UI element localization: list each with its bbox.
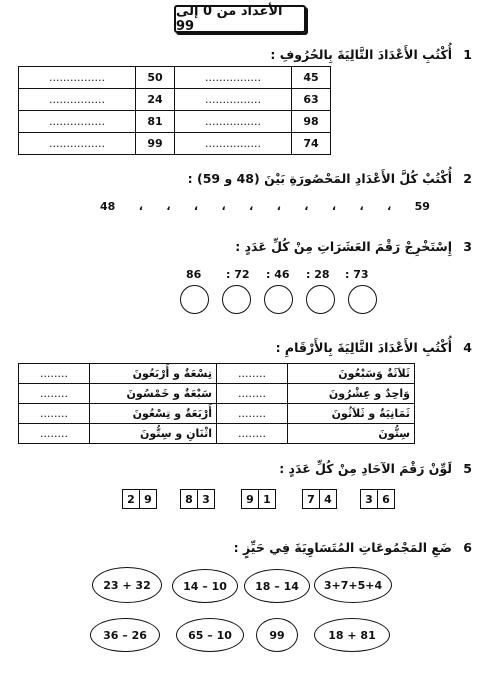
digit-pair xyxy=(302,489,337,509)
table-row xyxy=(19,364,415,384)
digit-pair xyxy=(180,489,215,509)
number-label: : 46 xyxy=(266,268,290,281)
answer-circle[interactable] xyxy=(264,285,293,314)
number-cell: 63 xyxy=(292,89,331,111)
answer-blank[interactable]: ........ xyxy=(217,424,288,444)
number-cell: 74 xyxy=(292,133,331,155)
digit-pair xyxy=(360,489,395,509)
answer-circle[interactable] xyxy=(306,285,335,314)
answer-blank[interactable]: ................ xyxy=(19,89,136,111)
expression-oval[interactable]: 18 + 81 xyxy=(314,618,390,652)
answer-blank[interactable]: ................ xyxy=(175,111,292,133)
sequence-end: 48 xyxy=(100,200,116,213)
number-words-cell: تِسْعَةٌ و أَرْبَعُونَ xyxy=(90,364,217,384)
question-5: 5لَوِّنْ رَقْمَ الآحَادِ مِنْ كُلِّ عَدَدٍ : xyxy=(279,461,472,476)
number-cell: 98 xyxy=(292,111,331,133)
answer-blank[interactable]: ................ xyxy=(19,133,136,155)
digit-pair xyxy=(122,489,157,509)
expression-oval[interactable]: 36 – 26 xyxy=(90,618,160,652)
question-text: لَوِّنْ رَقْمَ الآحَادِ مِنْ كُلِّ عَدَدٍ : xyxy=(279,461,452,476)
number-cell: 45 xyxy=(292,67,331,89)
number-label: : 28 xyxy=(306,268,330,281)
tens-digit: 3 xyxy=(365,492,373,506)
question-3: 3إِسْتَخْرِجْ رَقْمَ العَشَرَاتِ مِنْ كُلِّ عَدَدٍ : xyxy=(235,239,472,254)
sequence-mark: ، xyxy=(359,200,364,213)
answer-blank[interactable]: ................ xyxy=(175,89,292,111)
table-row xyxy=(19,67,331,89)
answer-blank[interactable]: ........ xyxy=(19,424,90,444)
units-digit[interactable]: 1 xyxy=(258,490,275,508)
table-row xyxy=(19,404,415,424)
number-label: 86 xyxy=(186,268,202,281)
question-1 xyxy=(270,47,472,62)
number-words-cell: وَاحِدٌ و عِشْرُونَ xyxy=(288,384,415,404)
answer-blank[interactable]: ................ xyxy=(175,133,292,155)
page-title: الأعداد من 0 إلى 99 xyxy=(174,5,306,33)
sequence-mark: ، xyxy=(331,200,337,213)
number-cell: 99 xyxy=(136,133,175,155)
number-words-cell: سِتُّونَ xyxy=(288,424,415,444)
tens-digit: 8 xyxy=(185,492,193,506)
tens-digit: 9 xyxy=(246,492,254,506)
table-row xyxy=(19,111,331,133)
question-4: 4أُكْتُبِ الأَعْدَادَ التَّالِيَةَ بِالأَرْقَامِ : xyxy=(275,340,472,355)
answer-blank[interactable]: ........ xyxy=(217,364,288,384)
table-row xyxy=(19,424,415,444)
numbers-to-words-table xyxy=(18,66,331,155)
units-digit[interactable]: 9 xyxy=(139,490,156,508)
units-digit[interactable]: 4 xyxy=(319,490,336,508)
expression-oval[interactable]: 3+7+5+4 xyxy=(314,567,392,603)
table-row xyxy=(19,89,331,111)
question-text: أُكْتُبِ الأَعْدَادَ التَّالِيَةَ بِالأَرْقَامِ : xyxy=(275,340,452,355)
question-text: إِسْتَخْرِجْ رَقْمَ العَشَرَاتِ مِنْ كُلِّ عَدَدٍ : xyxy=(235,239,452,254)
answer-blank[interactable]: ........ xyxy=(19,404,90,424)
answer-blank[interactable]: ........ xyxy=(217,384,288,404)
sequence-mark: ، xyxy=(276,200,281,213)
expression-oval[interactable]: 14 – 10 xyxy=(172,569,238,603)
question-2: 2أُكْتُبْ كُلَّ الأَعْدَادِ المَحْصُورَةِ بَيْنَ (48 و 59) : xyxy=(187,171,472,186)
expression-oval[interactable]: 99 xyxy=(256,618,298,652)
number-words-cell: أَرْبَعَةٌ و تِسْعُونَ xyxy=(90,404,217,424)
tens-digit: 7 xyxy=(307,492,315,506)
answer-circle[interactable] xyxy=(180,285,209,314)
words-to-numbers-table xyxy=(18,363,415,444)
sequence-mark: ، xyxy=(304,200,309,213)
number-words-cell: ثَمَانِيَةٌ و ثَلاَثُونَ xyxy=(288,404,415,424)
question-text: أُكْتُبِ الأَعْدَادَ التَّالِيَةَ بِالحُرُوفِ : xyxy=(270,47,452,62)
units-digit[interactable]: 3 xyxy=(197,490,214,508)
number-words-cell: ثَلاَثَةٌ وَسَبْعُونَ xyxy=(288,364,415,384)
number-cell: 81 xyxy=(136,111,175,133)
number-words-cell: اثْنَانِ و سِتُّونَ xyxy=(90,424,217,444)
sequence-mark: ، xyxy=(138,200,143,213)
sequence-mark: ، xyxy=(193,200,199,213)
answer-circle[interactable] xyxy=(348,285,377,314)
answer-blank[interactable]: ........ xyxy=(217,404,288,424)
answer-blank[interactable]: ........ xyxy=(19,364,90,384)
table-row xyxy=(19,133,331,155)
expression-oval[interactable]: 65 – 10 xyxy=(176,618,244,652)
answer-blank[interactable]: ................ xyxy=(19,67,136,89)
number-label: : 72 xyxy=(226,268,250,281)
answer-blank[interactable]: ................ xyxy=(19,111,136,133)
table-row xyxy=(19,384,415,404)
number-cell: 24 xyxy=(136,89,175,111)
units-digit[interactable]: 6 xyxy=(377,490,394,508)
number-cell: 50 xyxy=(136,67,175,89)
digit-pair xyxy=(241,489,276,509)
question-6: 6ضَعِ المَجْمُوعَاتِ المُتَسَاوِيَةَ فِي حَيِّزٍ : xyxy=(233,540,472,555)
expression-oval[interactable]: 23 + 32 xyxy=(92,567,162,603)
number-words-cell: سَبْعَةٌ و خَمْسُونَ xyxy=(90,384,217,404)
question-number: 1 xyxy=(463,47,472,62)
sequence-mark: ، xyxy=(166,200,171,213)
sequence-mark: ، xyxy=(249,200,254,213)
sequence-mark: ، xyxy=(221,200,226,213)
answer-blank[interactable]: ................ xyxy=(175,67,292,89)
question-text: أُكْتُبْ كُلَّ الأَعْدَادِ المَحْصُورَةِ بَيْنَ (48 و 59) : xyxy=(187,171,452,186)
answer-blank[interactable]: ........ xyxy=(19,384,90,404)
expression-oval[interactable]: 18 – 14 xyxy=(244,569,310,603)
sequence-start: 59 xyxy=(414,200,430,213)
tens-digit: 2 xyxy=(127,492,135,506)
answer-circle[interactable] xyxy=(222,285,251,314)
number-sequence xyxy=(100,200,430,213)
question-text: ضَعِ المَجْمُوعَاتِ المُتَسَاوِيَةَ فِي حَيِّزٍ : xyxy=(233,540,452,555)
sequence-mark: ، xyxy=(387,200,392,213)
number-label: : 73 xyxy=(345,268,369,281)
